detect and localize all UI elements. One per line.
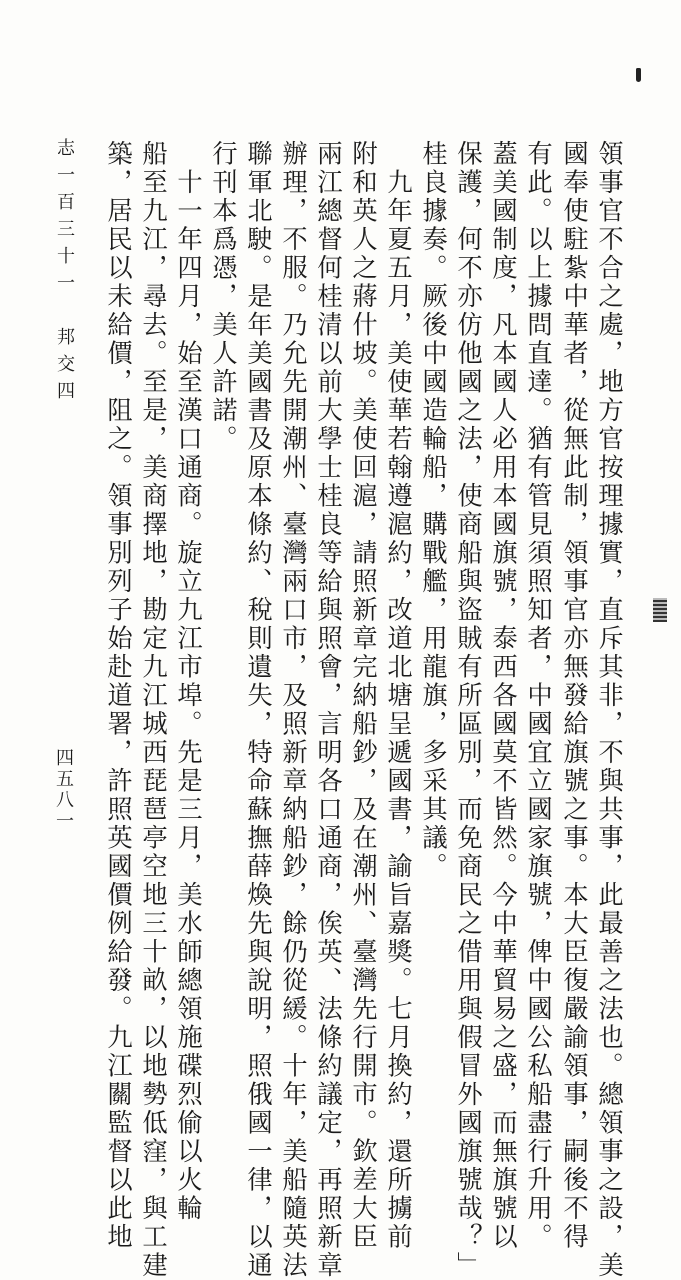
text-column-11: 聯軍北駛。是年美國書及原本條約、稅則遺失，特命蘇撫薛煥先與說明，照俄國一律，以通 xyxy=(244,140,273,1280)
text-column-6: 桂良據奏。厥後中國造輪船，購戰艦，用龍旗，多采其議。 xyxy=(419,140,448,881)
page-number: 四五八一 xyxy=(53,748,74,832)
text-column-5: 保護，何不亦仿他國之法，使商船與盜賊有所區別，而免商民之借用與假冒外國旗號哉？」 xyxy=(454,140,483,1280)
ink-mark xyxy=(636,68,641,82)
text-column-4: 蓋美國制度，凡本國人必用本國旗號，泰西各國莫不皆然。今中華貿易之盛，而無旗號以 xyxy=(489,140,518,1252)
text-column-3: 有此。以上據問直達。猶有管見須照知者，中國宜立國家旗號，俾中國公私船盡行升用。 xyxy=(524,140,553,1252)
text-column-8: 附和英人之蔣什坡。美使回滬，請照新章完納船鈔，及在潮州、臺灣先行開市。欽差大臣 xyxy=(349,140,378,1252)
text-column-12: 行刊本爲憑，美人許諾。 xyxy=(209,140,238,454)
text-column-15: 築，居民以未給價，阻之。領事別列子始赴道署，許照英國價例給發。九江關監督以此地 xyxy=(104,140,133,1252)
text-column-9: 兩江總督何桂清以前大學士桂良等給與照會，言明各口通商，俟英、法條約議定，再照新章 xyxy=(314,140,343,1280)
margin-mark xyxy=(653,598,667,622)
text-column-2: 國奉使駐紮中華者，從無此制，領事官亦無發給旗號之事。本大臣復嚴諭領事，嗣後不得 xyxy=(560,140,589,1252)
text-column-1: 領事官不合之處，地方官按理據實，直斥其非，不與共事，此最善之法也。總領事之設，美 xyxy=(595,140,624,1280)
text-column-7: 九年夏五月，美使華若翰遵滬約，改道北塘呈遞國書，諭旨嘉獎。七月換約，還所擄前 xyxy=(384,140,413,1252)
text-column-14: 船至九江，尋去。至是，美商擇地，勘定九江城西琵琶亭空地三十畝，以地勢低窪，與工建 xyxy=(139,140,168,1280)
running-header: 志一百三十一 邦交四 xyxy=(54,138,75,408)
text-column-10: 辦理，不服。乃允先開潮州、臺灣兩口市，及照新章納船鈔，餘仍從緩。十年，美船隨英法 xyxy=(279,140,308,1280)
text-column-13: 十一年四月，始至漢口通商。旋立九江市埠。先是三月，美水師總領施碟烈偷以火輪 xyxy=(174,140,203,1223)
